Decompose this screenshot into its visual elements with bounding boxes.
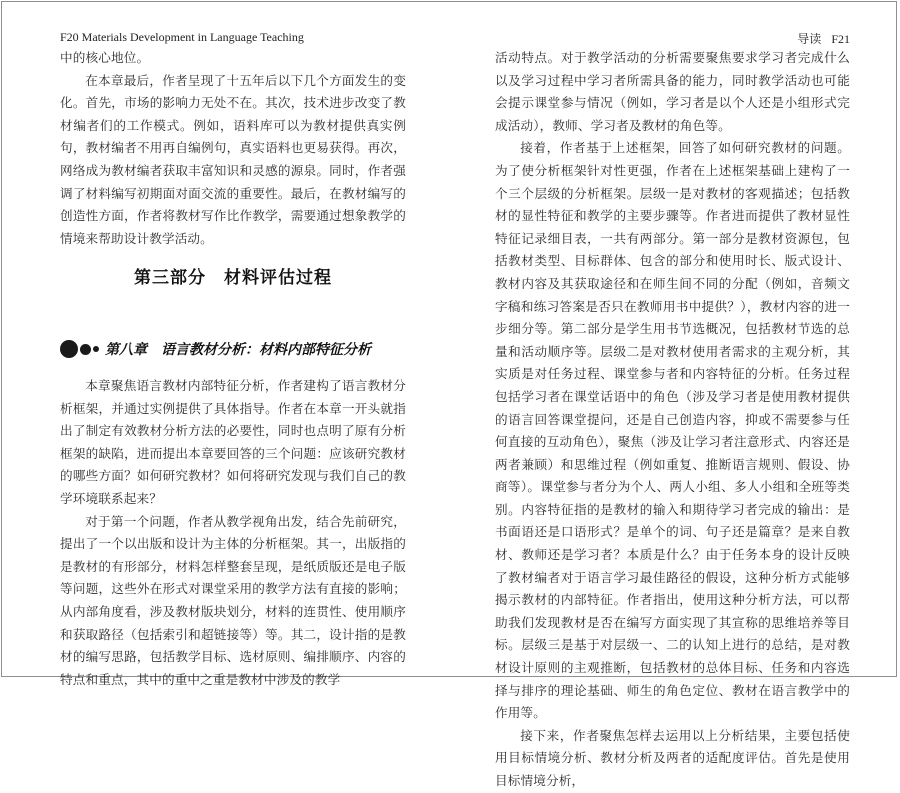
right-header-label: 导读: [797, 32, 822, 46]
right-paragraph: 接着，作者基于上述框架，回答了如何研究教材的问题。为了使分析框架针对性更强，作者在上述框架基础上建构了一个三个层级的分析框架。层级一是对教材的客观描述；包括教材的显性特征和教学的主要步骤等。作者进而提供了教材显性特征记录细目表，一共有两部分。第一部分是教材资源包，包括教材类型、目标群体、包含的部分和使用时长、版式设计、教材内容及其获取途径和在师生间不同的分配（例如，音频文字稿和练习答案是否只在教师用书中提供？），教材内容的进一步细分等。第二部分是学生用书节选概况，包括教材节选的总量和活动顺序等。层级二是对教材使用者需求的主观分析，其实质是对任务过程、课堂参与者和内容特征的分析。任务过程包括学习者在课堂话语中的角色（涉及学习者是使用教材提供的语言回答课堂提问，还是自己创造内容，抑或不需要参与任何直接的互动角色），聚焦（涉及让学习者注意形式、内容还是两者兼顾）和思维过程（例如重复、推断语言规则、假设、协商等）。课堂参与者分为个人、两人小组、多人小组和全班等类别。内容特征指的是教材的输入和期待学习者完成的输出：是书面语还是口语形式？是单个的词、句子还是篇章？是来自教材、教师还是学习者？本质是什么？由于任务本身的设计反映了教材编者对于语言学习最佳路径的假设，这种分析方式能够揭示教材的内部特征。作者指出，使用这种分析方法，可以帮助我们发现教材是否在编写方面实现了其宣称的思维培养等目标。层级三是基于对层级一、二的认知上进行的总结，是对教材设计原则的主观推断，包括教材的总体目标、任务和内容选择与排序的理论基础、师生的角色定位、教材在语言教学中的作用等。: [495, 140, 850, 721]
left-paragraph: 在本章最后，作者呈现了十五年后以下几个方面发生的变化。首先，市场的影响力无处不在。其次，技术进步改变了教材编者们的工作模式。例如，语料库可以为教材提供真实例句，教材编者不用再自编例句，真实语料也更易获得。再次，网络成为教材编者获取丰富知识和灵感的源泉。同时，作者强调了材料编写初期面对面交流的重要性。最后，在教材编写的创造性方面，作者将教材写作比作教学，需要通过想象教学的情境来帮助设计教学活动。: [60, 72, 406, 246]
right-paragraph: 接下来，作者聚焦怎样去运用以上分析结果，主要包括使用目标情境分析、教材分析及两者的适配度评估。首先是使用目标情境分析，: [495, 727, 850, 788]
left-page-body: [60, 47, 406, 250]
chapter-title: 第八章 语言教材分析：材料内部特征分析: [105, 342, 371, 358]
chapter-paragraph: 对于第一个问题，作者从教学视角出发，结合先前研究，提出了一个以出版和设计为主体的分析框架。其一，出版指的是教材的有形部分，材料怎样整套呈现，是纸质版还是电子版等问题，这些外在形式对课堂采用的教学方法有直接的影响；从内部角度看，涉及教材版块划分，材料的连贯性、使用顺序和获取路径（包括索引和超链接等）等。其二，设计指的是教材的编写思路，包括教学目标、选材原则、编排顺序、内容的特点和重点，其中的重中之重是教材中涉及的教学: [60, 513, 406, 687]
left-paragraph: 中的核心地位。: [60, 50, 150, 65]
chapter-paragraph: 本章聚焦语言教材内部特征分析，作者建构了语言教材分析框架，并通过实例提供了具体指导。作者在本章一开头就指出了制定有效教材分析方法的必要性，同时也点明了原有分析框架的缺陷，进而提出本章要回答的三个问题：应该研究教材的哪些方面？如何研究教材？如何将研究发现与我们自己的教学环境联系起来？: [60, 378, 406, 506]
chapter-dots-icon: [60, 340, 99, 358]
right-running-header: [797, 30, 850, 47]
part-title: 第三部分 材料评估过程: [134, 268, 332, 288]
right-page-body: [495, 47, 850, 793]
chapter-heading: [60, 339, 371, 359]
chapter-body: [60, 375, 406, 691]
left-running-header: F20 Materials Development in Language Teaching: [60, 30, 304, 44]
right-page-number: F21: [831, 32, 850, 46]
right-paragraph: 活动特点。对于教学活动的分析需要聚焦要求学习者完成什么以及学习过程中学习者所需具备的能力，同时教学活动也可能会提示课堂参与情况（例如，学习者是以个人还是小组形式完成活动），教师、学习者及教材的角色等。: [495, 50, 850, 133]
